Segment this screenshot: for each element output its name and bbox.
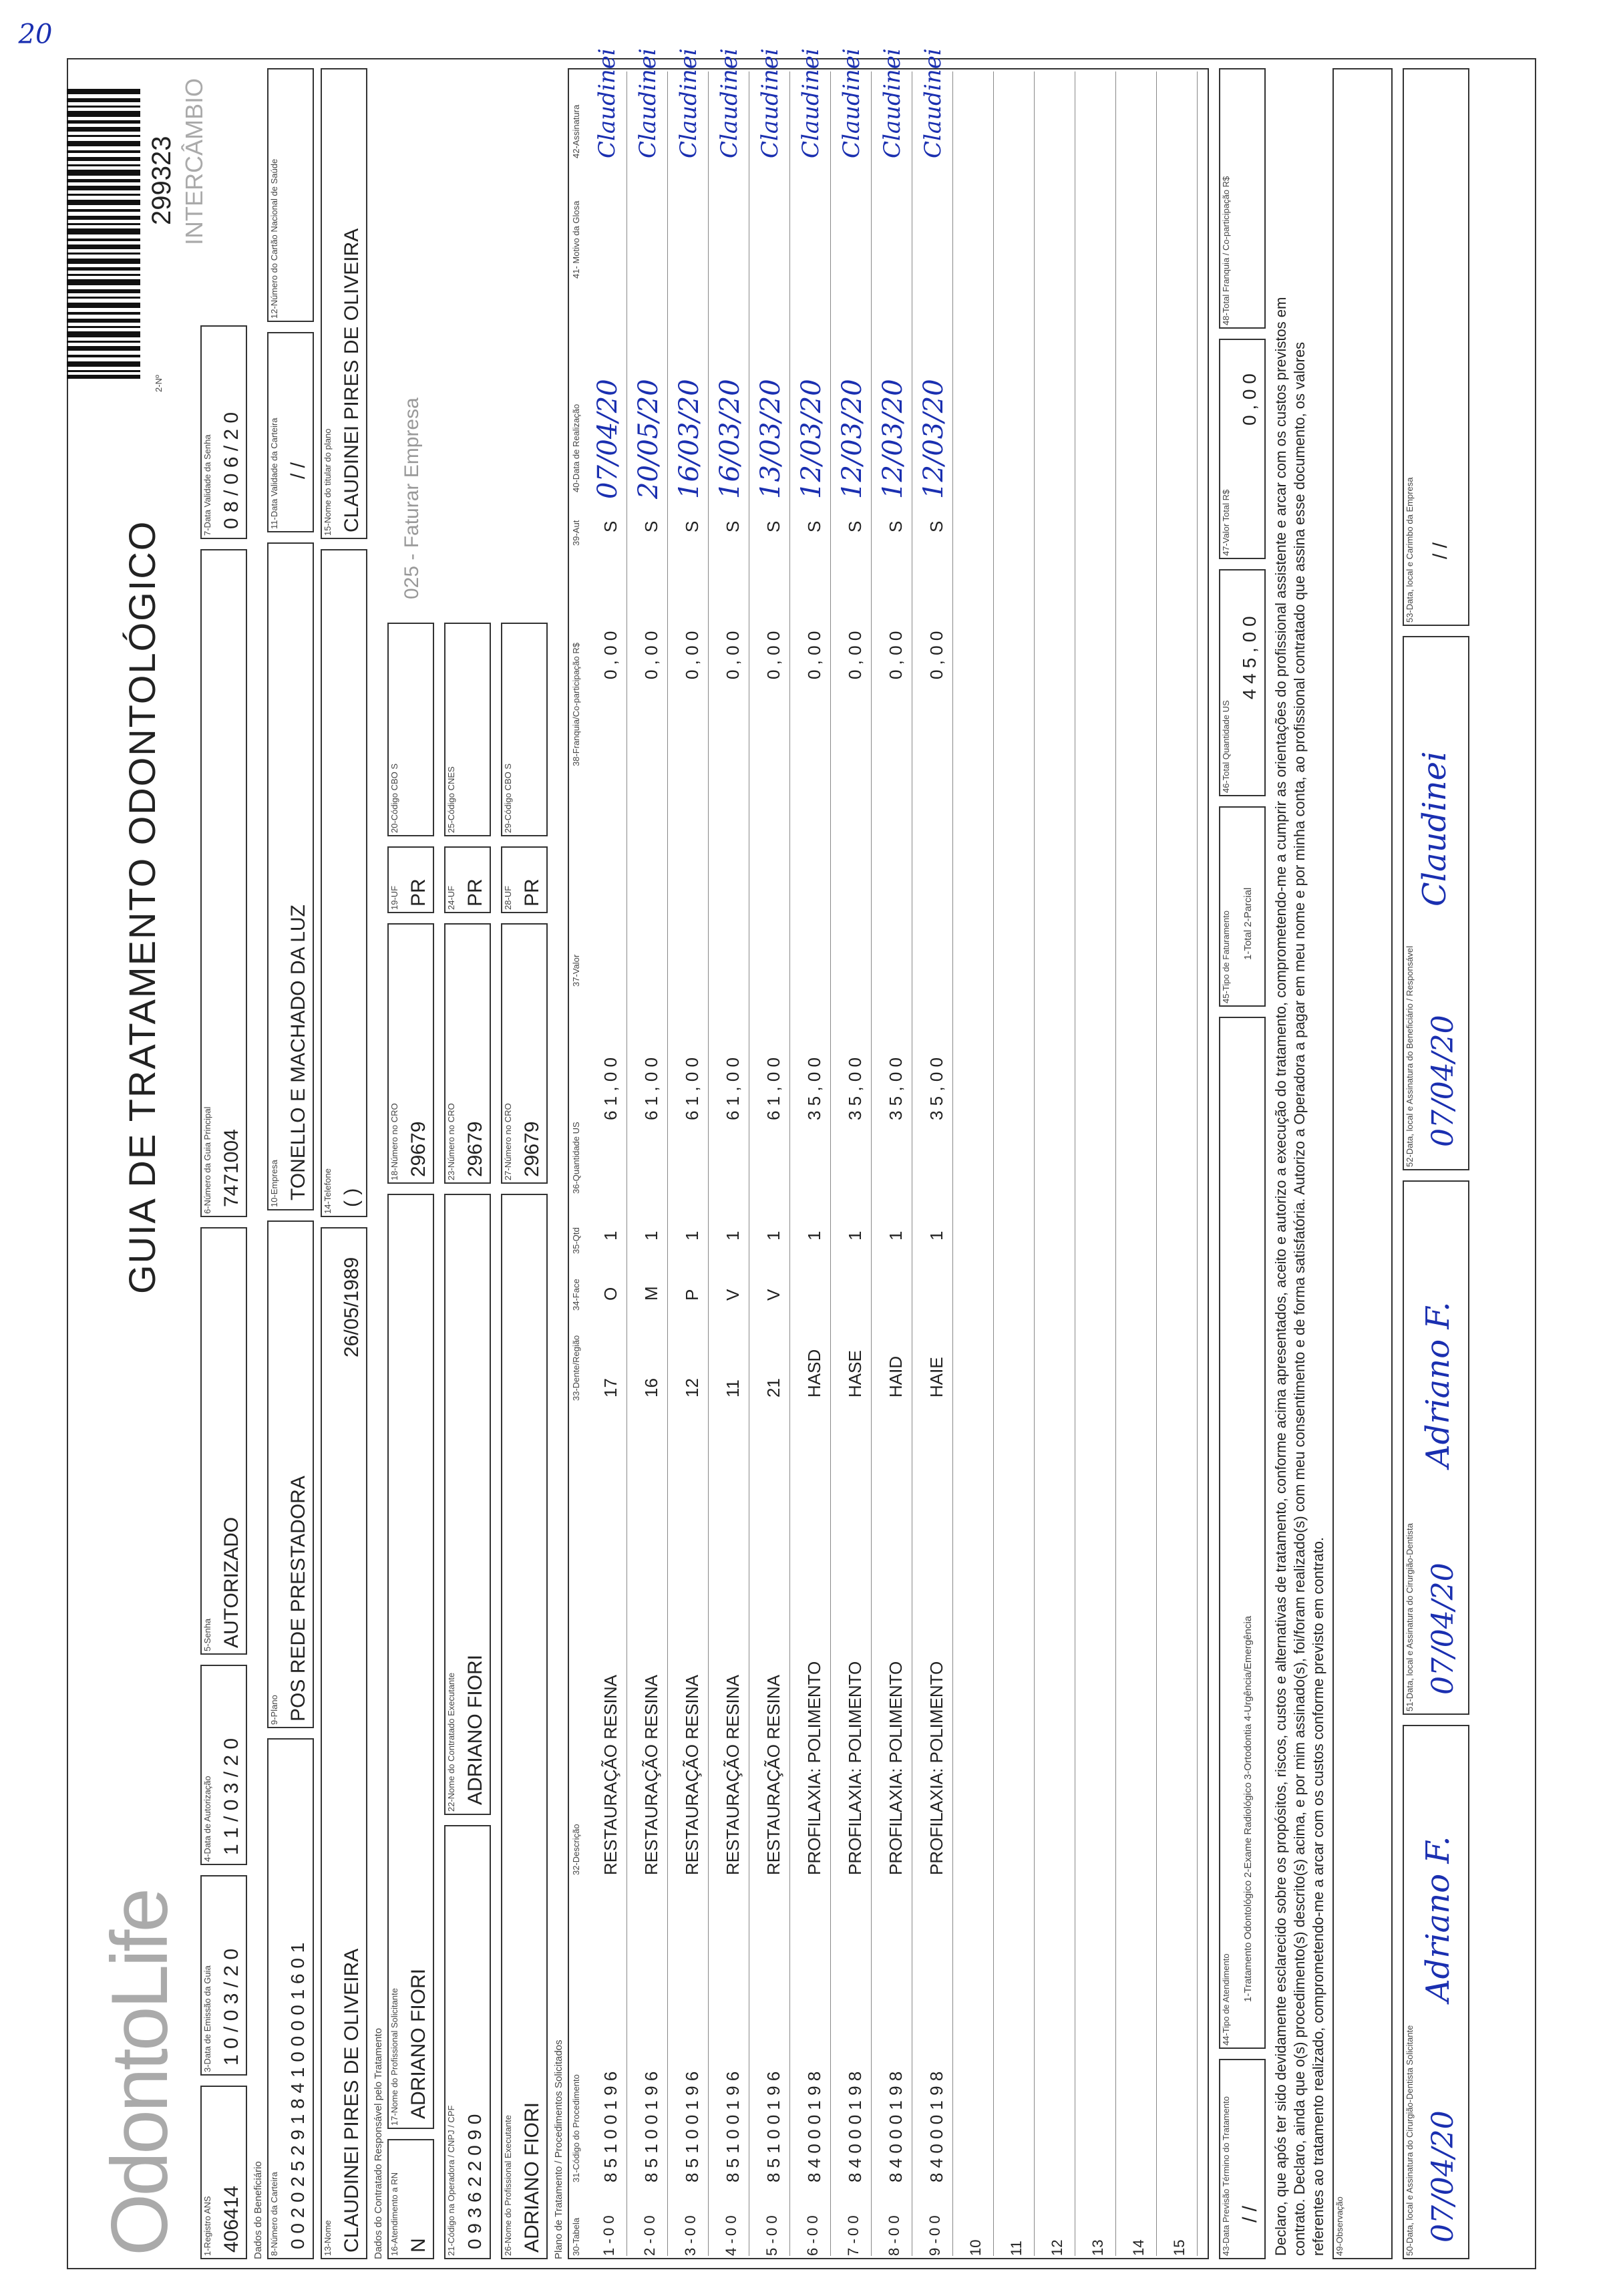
field-15-value[interactable]: CLAUDINEI PIRES DE OLIVEIRA <box>341 228 363 532</box>
field-52-label: 52-Data, local e Assinatura do Beneficiário / Responsável <box>1405 946 1415 1167</box>
row-number: 13 <box>1089 2239 1106 2256</box>
row-descricao[interactable]: RESTAURAÇÃO RESINA <box>600 1674 620 1875</box>
field-22-value[interactable]: ADRIANO FIORI <box>464 1654 486 1805</box>
field-3-label: 3-Data de Emissão da Guia <box>202 1965 212 2072</box>
row-quantidade-us[interactable]: 6 1 , 0 0 <box>682 1057 702 1120</box>
row-number: 12 <box>1049 2239 1065 2256</box>
row-codigo[interactable]: 8 5 1 0 0 1 9 6 <box>763 2071 783 2182</box>
declaration-line-3: referentes ao tratamento realizado, comprometendo-me a arcar com os custos conforme previsto em contrato. <box>1310 1536 1326 2256</box>
field-21-label: 21-Código na Operadora / CNPJ / CPF <box>446 2105 456 2256</box>
header-assinatura: 42-Assinatura <box>571 104 581 158</box>
row-divider <box>871 71 872 2256</box>
field-28-label: 28-UF <box>503 885 513 910</box>
row-aut[interactable]: S <box>763 520 783 532</box>
field-45-label: 45-Tipo de Faturamento <box>1221 911 1231 1003</box>
form-title: GUIA DE TRATAMENTO ODONTOLÓGICO <box>121 520 163 1294</box>
field-26-box <box>501 1194 548 2259</box>
row-qtd[interactable]: 1 <box>804 1231 824 1241</box>
intercambio-label: INTERCÂMBIO <box>180 77 208 245</box>
row-qtd[interactable]: 1 <box>926 1231 946 1241</box>
field-1-value[interactable]: 406414 <box>220 2185 242 2253</box>
row-divider <box>993 71 994 2256</box>
declaration-line-1: Declaro, que após ter sido devidamente esclarecido sobre os propósitos, riscos, custos e alternativas de tratamento, conforme acima apresentados, aceito e autorizo a execução do tratamento, comprometendo-me a cumprir as orientações do profissional assistente e arcar com os custos previstos em <box>1272 297 1289 2256</box>
row-aut[interactable]: S <box>926 520 946 532</box>
row-number: 7 - <box>845 2239 862 2256</box>
field-24-label: 24-UF <box>446 885 456 910</box>
row-data-realizacao[interactable]: 13/03/20 <box>755 379 786 499</box>
row-signature: Claudinei <box>879 48 906 158</box>
row-descricao[interactable]: RESTAURAÇÃO RESINA <box>763 1674 783 1875</box>
row-number: 11 <box>1008 2241 1025 2256</box>
field-17-label: 17-Nome do Profissional Solicitante <box>389 1988 399 2126</box>
row-qtd[interactable]: 1 <box>682 1231 702 1241</box>
row-descricao[interactable]: PROFILAXIA: POLIMENTO <box>804 1661 824 1875</box>
field-9-label: 9-Plano <box>269 1695 279 1725</box>
field-9-value[interactable]: POS REDE PRESTADORA <box>287 1476 309 1721</box>
row-number: 8 - <box>886 2239 902 2256</box>
field-27-label: 27-Número no CRO <box>503 1103 513 1180</box>
field-19-label: 19-UF <box>389 885 399 910</box>
field-18-label: 18-Número no CRO <box>389 1103 399 1180</box>
guide-number: 299323 <box>147 136 176 225</box>
field-53-label: 53-Data, local e Carimbo da Empresa <box>1405 477 1415 623</box>
row-dente[interactable]: 21 <box>763 1378 783 1398</box>
header-data-realizacao: 40-Data de Realização <box>571 403 581 492</box>
row-dente[interactable]: 11 <box>723 1379 743 1398</box>
field-13-label: 13-Nome <box>323 2220 333 2256</box>
plan-section-label: Plano de Tratamento / Procedimentos Solicitados <box>553 2039 564 2259</box>
row-number: 10 <box>967 2239 984 2256</box>
row-signature: Claudinei <box>675 48 702 158</box>
row-number: 9 - <box>926 2239 943 2256</box>
row-divider <box>1197 71 1198 2256</box>
row-codigo[interactable]: 8 4 0 0 0 1 9 8 <box>804 2071 824 2182</box>
row-signature: Claudinei <box>594 48 620 158</box>
field-50-label: 50-Data, local e Assinatura do Cirurgião-Dentista Solicitante <box>1405 2025 1415 2256</box>
row-divider <box>789 71 790 2256</box>
logo: OdontoLife <box>95 1890 184 2256</box>
header-dente: 33-Dente/Região <box>571 1335 581 1401</box>
row-data-realizacao[interactable]: 16/03/20 <box>715 379 745 499</box>
row-face[interactable]: O <box>600 1287 620 1301</box>
signature-beneficiario: Claudinei <box>1416 751 1453 907</box>
field-20-label: 20-Código CBO S <box>389 763 399 833</box>
row-face[interactable]: M <box>641 1286 661 1301</box>
row-qtd[interactable]: 1 <box>763 1231 783 1241</box>
row-tabela[interactable]: 0 0 <box>763 2215 780 2236</box>
row-aut[interactable]: S <box>600 520 620 532</box>
field-29-label: 29-Código CBO S <box>503 763 513 833</box>
field-6-value[interactable]: 7471004 <box>220 1129 242 1207</box>
row-data-realizacao[interactable]: 12/03/20 <box>878 379 908 499</box>
page-number: 20 <box>18 19 53 50</box>
row-qtd[interactable]: 1 <box>886 1231 906 1241</box>
field-18-value[interactable]: 29679 <box>407 1121 429 1177</box>
faturar-empresa-note: 025 - Faturar Empresa <box>401 397 423 599</box>
field-14-box <box>321 549 367 1217</box>
row-aut[interactable]: S <box>886 520 906 532</box>
row-signature: Claudinei <box>797 48 824 158</box>
row-divider <box>1156 71 1157 2256</box>
row-descricao[interactable]: RESTAURAÇÃO RESINA <box>641 1674 661 1875</box>
row-data-realizacao[interactable]: 16/03/20 <box>674 379 705 499</box>
field-14-label: 14-Telefone <box>323 1168 333 1214</box>
field-3-value[interactable]: 1 0 / 0 3 / 2 0 <box>220 1948 242 2066</box>
field-44-label: 44-Tipo de Atendimento <box>1221 1953 1231 2045</box>
field-6-label: 6-Número da Guia Principal <box>202 1106 212 1214</box>
row-codigo[interactable]: 8 4 0 0 0 1 9 8 <box>886 2071 906 2182</box>
row-franquia[interactable]: 0 , 0 0 <box>763 631 783 679</box>
field-7-label: 7-Data Validade da Senha <box>202 434 212 536</box>
header-franquia: 38-Franquia/Co-participação R$ <box>571 643 581 766</box>
guide-number-label: 2-Nº <box>154 375 164 392</box>
signature-dentista: Adriano F. <box>1419 1301 1457 1468</box>
field-4-value[interactable]: 1 1 / 0 3 / 2 0 <box>220 1738 242 1855</box>
row-signature: Claudinei <box>920 48 946 158</box>
row-data-realizacao[interactable]: 12/03/20 <box>796 379 827 499</box>
field-5-label: 5-Senha <box>202 1618 212 1651</box>
field-4-label: 4-Data de Autorização <box>202 1776 212 1862</box>
field-44-options[interactable]: 1-Tratamento Odontológico 2-Exame Radiológico 3-Ortodontia 4-Urgência/Emergência <box>1242 1615 1254 2002</box>
row-signature: Claudinei <box>838 48 865 158</box>
row-qtd[interactable]: 1 <box>641 1231 661 1241</box>
row-quantidade-us[interactable]: 6 1 , 0 0 <box>763 1057 783 1120</box>
row-quantidade-us[interactable]: 6 1 , 0 0 <box>723 1057 743 1120</box>
row-franquia[interactable]: 0 , 0 0 <box>600 631 620 679</box>
row-descricao[interactable]: PROFILAXIA: POLIMENTO <box>886 1661 906 1875</box>
field-23-value[interactable]: 29679 <box>464 1121 486 1177</box>
field-8-value[interactable]: 0 0 2 0 2 5 2 9 1 8 4 1 0 0 0 0 1 6 0 1 <box>287 1942 308 2249</box>
field-48-label: 48-Total Franquia / Co-participação R$ <box>1221 176 1231 325</box>
row-dente[interactable]: HASD <box>804 1349 824 1398</box>
field-46-value[interactable]: 4 4 5 , 0 0 <box>1239 616 1260 699</box>
field-50-date[interactable]: 07/04/20 <box>1426 2110 1460 2243</box>
row-tabela[interactable]: 0 0 <box>641 2215 658 2236</box>
row-quantidade-us[interactable]: 3 5 , 0 0 <box>926 1057 946 1120</box>
field-23-label: 23-Número no CRO <box>446 1103 456 1180</box>
field-46-label: 46-Total Quantidade US <box>1221 700 1231 793</box>
row-data-realizacao[interactable]: 07/04/20 <box>592 379 623 499</box>
header-descricao: 32-Descrição <box>571 1824 581 1875</box>
field-21-value[interactable]: 0 9 3 6 2 2 0 9 0 <box>464 2114 485 2249</box>
field-52-date[interactable]: 07/04/20 <box>1426 1015 1460 1147</box>
row-number: 2 - <box>641 2239 658 2256</box>
birth-date: 26/05/1989 <box>341 1257 363 1357</box>
row-tabela[interactable]: 0 0 <box>886 2215 902 2236</box>
row-dente[interactable]: 12 <box>682 1378 702 1398</box>
field-28-value[interactable]: PR <box>521 878 543 907</box>
row-signature: Claudinei <box>757 48 783 158</box>
field-7-value[interactable]: 0 8 / 0 6 / 2 0 <box>220 412 242 529</box>
field-47-label: 47-Valor Total R$ <box>1221 489 1231 556</box>
row-face[interactable]: V <box>723 1289 743 1301</box>
field-15-label: 15-Nome do titular do plano <box>323 428 333 536</box>
beneficiary-section: Dados do Beneficiário <box>252 2161 264 2259</box>
row-data-realizacao[interactable]: 12/03/20 <box>918 379 949 499</box>
row-quantidade-us[interactable]: 6 1 , 0 0 <box>641 1057 661 1120</box>
row-franquia[interactable]: 0 , 0 0 <box>641 631 661 679</box>
row-dente[interactable]: HAID <box>886 1355 906 1398</box>
row-data-realizacao[interactable]: 20/05/20 <box>633 379 664 499</box>
field-16-label: 16-Atendimento a RN <box>389 2172 399 2256</box>
row-dente[interactable]: HASE <box>845 1350 865 1398</box>
row-tabela[interactable]: 0 0 <box>926 2215 943 2236</box>
header-motivo-glosa: 41- Motivo da Glosa <box>571 200 581 279</box>
row-aut[interactable]: S <box>723 520 743 532</box>
row-divider <box>1115 71 1116 2256</box>
row-franquia[interactable]: 0 , 0 0 <box>926 631 946 679</box>
row-tabela[interactable]: 0 0 <box>600 2215 617 2236</box>
field-45-options[interactable]: 1-Total 2-Parcial <box>1242 887 1254 960</box>
field-12-label: 12-Número do Cartão Nacional de Saúde <box>269 158 279 319</box>
field-47-value[interactable]: 0 , 0 0 <box>1239 373 1260 426</box>
header-codigo: 31-Código do Procedimento <box>571 2074 581 2182</box>
field-26-label: 26-Nome do Profissional Executante <box>503 2114 513 2256</box>
row-aut[interactable]: S <box>804 520 824 532</box>
field-10-value[interactable]: TONELLO E MACHADO DA LUZ <box>287 905 309 1200</box>
field-14-value[interactable]: ( ) <box>341 1188 363 1207</box>
field-11-label: 11-Data Validade da Carteira <box>269 418 279 529</box>
row-descricao[interactable]: PROFILAXIA: POLIMENTO <box>926 1661 946 1875</box>
row-aut[interactable]: S <box>682 520 702 532</box>
row-codigo[interactable]: 8 5 1 0 0 1 9 6 <box>600 2071 620 2182</box>
row-codigo[interactable]: 8 5 1 0 0 1 9 6 <box>682 2071 702 2182</box>
row-number: 1 - <box>600 2239 617 2256</box>
row-dente[interactable]: 17 <box>600 1378 620 1398</box>
field-5-value[interactable]: AUTORIZADO <box>220 1516 242 1648</box>
field-49-label: 49-Observação <box>1334 2196 1345 2256</box>
row-tabela[interactable]: 0 0 <box>682 2215 699 2236</box>
row-number: 6 - <box>804 2239 821 2256</box>
row-data-realizacao[interactable]: 12/03/20 <box>837 379 868 499</box>
row-quantidade-us[interactable]: 6 1 , 0 0 <box>600 1057 620 1120</box>
row-codigo[interactable]: 8 5 1 0 0 1 9 6 <box>723 2071 743 2182</box>
header-tabela: 30-Tabela <box>571 2217 581 2256</box>
field-43-label: 43-Data Previsão Término do Tratamento <box>1221 2096 1231 2256</box>
row-descricao[interactable]: PROFILAXIA: POLIMENTO <box>845 1661 865 1875</box>
row-quantidade-us[interactable]: 3 5 , 0 0 <box>886 1057 906 1120</box>
field-13-value[interactable]: CLAUDINEI PIRES DE OLIVEIRA <box>341 1948 363 2253</box>
barcode-icon <box>67 85 140 379</box>
row-dente[interactable]: HAIE <box>926 1357 946 1398</box>
field-26-value[interactable]: ADRIANO FIORI <box>521 2102 543 2253</box>
row-descricao[interactable]: RESTAURAÇÃO RESINA <box>682 1674 702 1875</box>
field-16-value[interactable]: N <box>407 2238 429 2253</box>
row-number: 3 - <box>682 2239 699 2256</box>
field-24-value[interactable]: PR <box>464 878 486 907</box>
header-aut: 39-Aut <box>571 520 581 546</box>
header-face: 34-Face <box>571 1279 581 1311</box>
field-51-date[interactable]: 07/04/20 <box>1426 1563 1460 1695</box>
row-number: 14 <box>1130 2239 1147 2256</box>
row-franquia[interactable]: 0 , 0 0 <box>682 631 702 679</box>
row-franquia[interactable]: 0 , 0 0 <box>886 631 906 679</box>
signature-solicitante: Adriano F. <box>1419 1836 1457 2002</box>
row-divider <box>708 71 709 2256</box>
row-divider <box>1034 71 1035 2256</box>
field-25-label: 25-Código CNES <box>446 766 456 833</box>
row-signature: Claudinei <box>635 48 661 158</box>
field-49-box <box>1332 68 1393 2259</box>
row-qtd[interactable]: 1 <box>845 1231 865 1241</box>
field-1-label: 1-Registro ANS <box>202 2196 212 2256</box>
contractor-section: Dados do Contratado Responsável pelo Tratamento <box>373 2027 384 2259</box>
row-number: 4 - <box>723 2239 739 2256</box>
header-valor: 37-Valor <box>571 954 581 987</box>
field-27-value[interactable]: 29679 <box>521 1121 543 1177</box>
row-divider <box>830 71 831 2256</box>
declaration-line-2: contrato. Declaro, ainda que o(s) procedimento(s) descrito(s) acima, e por mim assinado(s), foi/foram realizado(s) com meu consentimento e de forma satisfatória. Autorizo a Operadora a pagar em meu nome e por minha conta, ao profissional contratado que assina esse documento, os valores <box>1291 341 1308 2256</box>
row-aut[interactable]: S <box>845 520 865 532</box>
row-qtd[interactable]: 1 <box>723 1231 743 1241</box>
field-19-value[interactable]: PR <box>407 878 429 907</box>
field-22-label: 22-Nome do Contratado Executante <box>446 1672 456 1812</box>
row-face[interactable]: V <box>763 1289 783 1301</box>
field-11-value[interactable]: / / <box>287 462 309 479</box>
row-codigo[interactable]: 8 5 1 0 0 1 9 6 <box>641 2071 661 2182</box>
row-divider <box>667 71 668 2256</box>
row-number: 5 - <box>763 2239 780 2256</box>
row-number: 15 <box>1171 2239 1188 2256</box>
field-43-value[interactable]: / / <box>1239 2205 1261 2223</box>
row-divider <box>952 71 953 2256</box>
field-10-label: 10-Empresa <box>269 1160 279 1207</box>
row-descricao[interactable]: RESTAURAÇÃO RESINA <box>723 1674 743 1875</box>
row-aut[interactable]: S <box>641 520 661 532</box>
row-qtd[interactable]: 1 <box>600 1231 620 1241</box>
field-51-label: 51-Data, local e Assinatura do Cirurgião-Dentista <box>1405 1523 1415 1711</box>
header-quantidade-us: 36-Quantidade US <box>571 1122 581 1194</box>
field-53-value[interactable]: / / <box>1429 542 1451 559</box>
field-8-label: 8-Número da Carteira <box>269 2172 279 2256</box>
field-17-value[interactable]: ADRIANO FIORI <box>407 1968 429 2119</box>
row-franquia[interactable]: 0 , 0 0 <box>804 631 824 679</box>
row-franquia[interactable]: 0 , 0 0 <box>723 631 743 679</box>
row-quantidade-us[interactable]: 3 5 , 0 0 <box>804 1057 824 1120</box>
row-tabela[interactable]: 0 0 <box>723 2215 739 2236</box>
row-quantidade-us[interactable]: 3 5 , 0 0 <box>845 1057 865 1120</box>
row-signature: Claudinei <box>716 48 743 158</box>
row-franquia[interactable]: 0 , 0 0 <box>845 631 865 679</box>
row-codigo[interactable]: 8 4 0 0 0 1 9 8 <box>845 2071 865 2182</box>
row-tabela[interactable]: 0 0 <box>845 2215 862 2236</box>
row-dente[interactable]: 16 <box>641 1378 661 1398</box>
header-qtd: 35-Qtd <box>571 1227 581 1254</box>
row-tabela[interactable]: 0 0 <box>804 2215 821 2236</box>
row-face[interactable]: P <box>682 1289 702 1301</box>
row-codigo[interactable]: 8 4 0 0 0 1 9 8 <box>926 2071 946 2182</box>
